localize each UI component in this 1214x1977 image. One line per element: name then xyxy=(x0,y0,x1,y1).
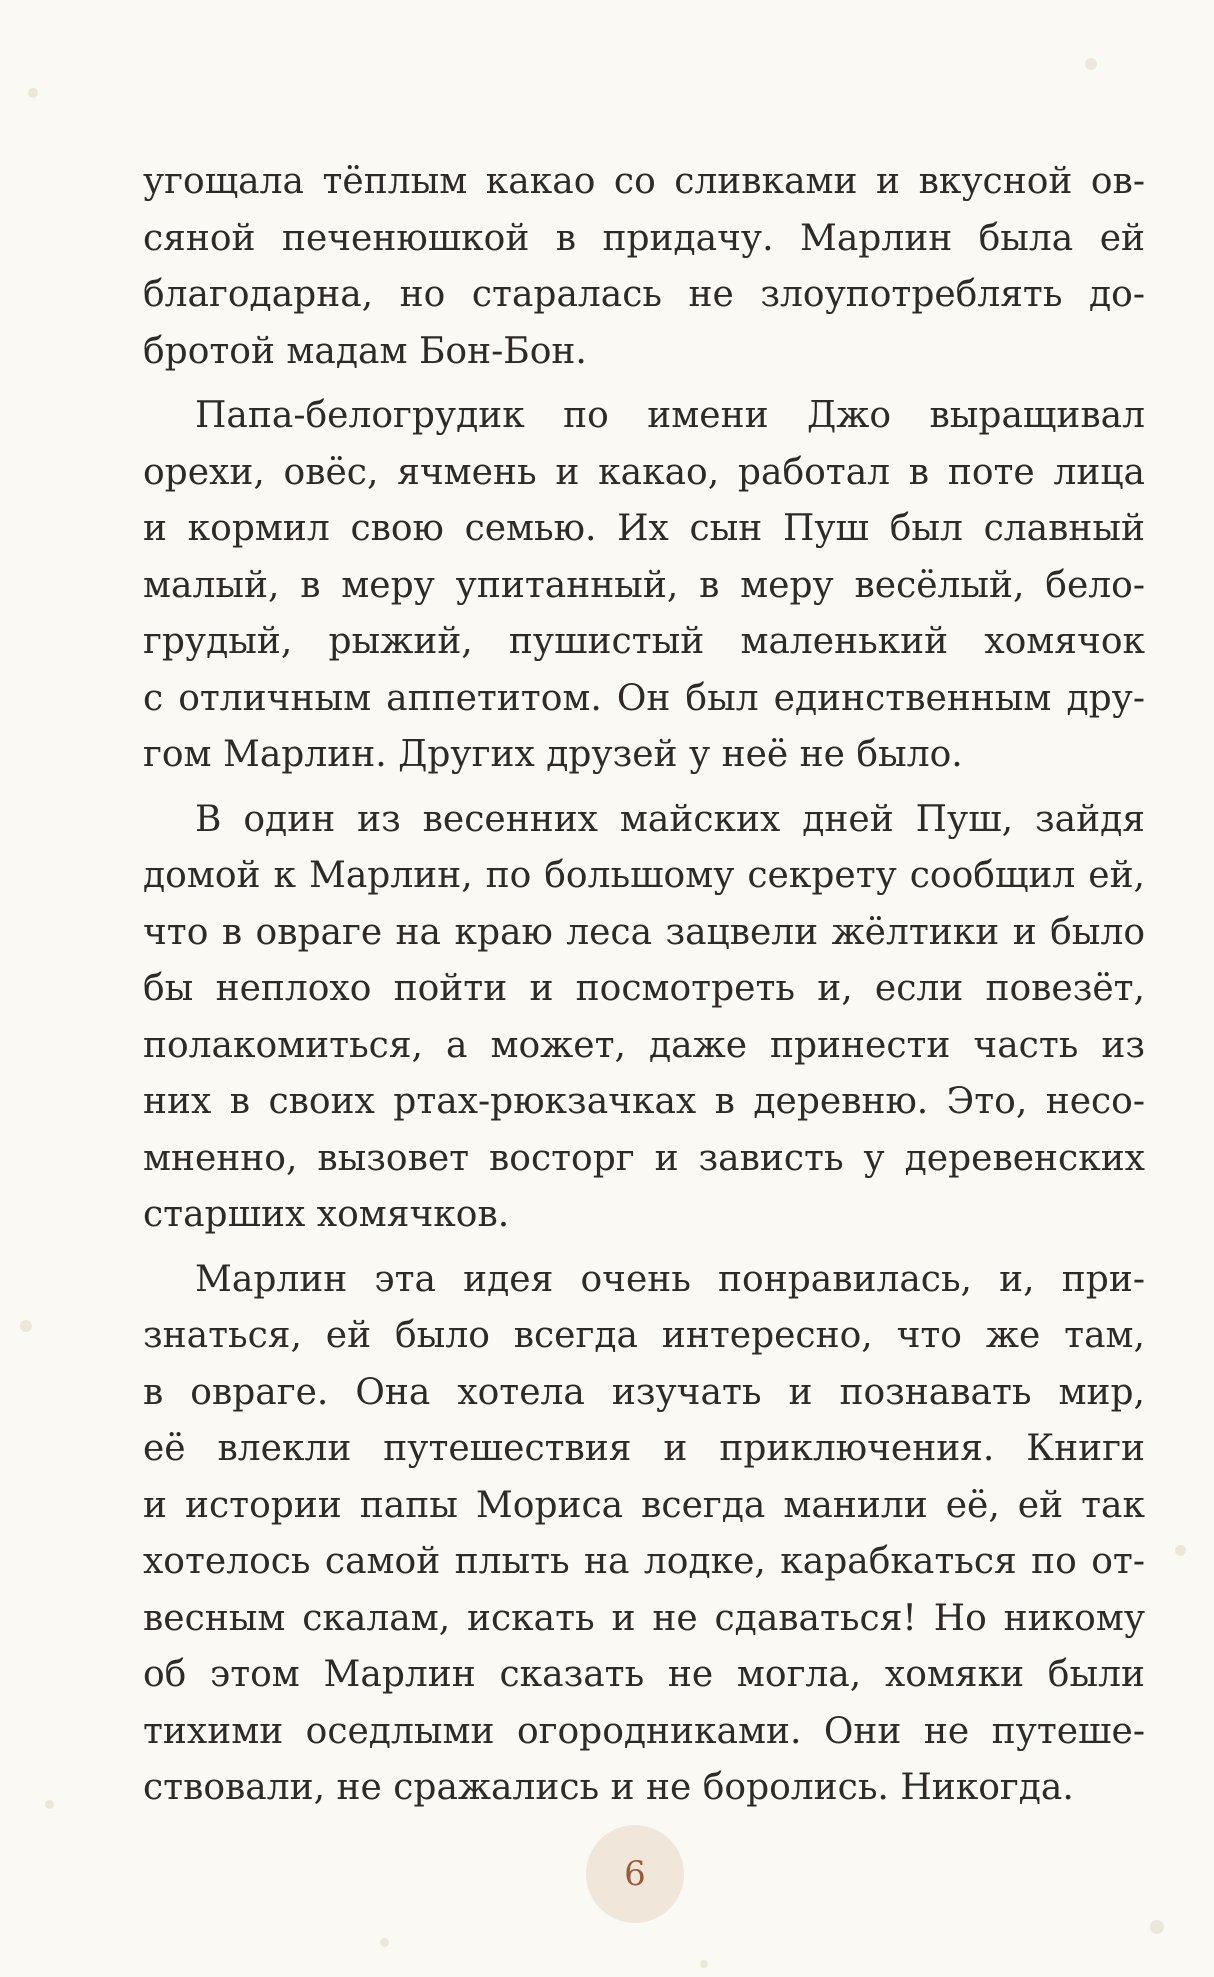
text-line: Папа-белогрудик по имени Джо выращивал xyxy=(195,395,1145,436)
text-line: полакомиться, а может, даже принести часть из xyxy=(143,1024,1145,1066)
text-line: благодарна, но старалась не злоупотреблять до- xyxy=(143,274,1145,315)
text-line: сяной печенюшкой в придачу. Марлин была ей xyxy=(143,217,1145,259)
text-line: её влекли путешествия и приключения. Книги xyxy=(143,1428,1145,1469)
text-line: угощала тёплым какао со сливками и вкусной ов- xyxy=(143,161,1145,202)
text-line: малый, в меру упитанный, в меру весёлый, бело- xyxy=(143,564,1145,606)
paper-speck xyxy=(20,1320,32,1332)
text-line: тихими оседлыми огородниками. Они не путеше- xyxy=(143,1710,1145,1752)
page-number: 6 xyxy=(624,1854,646,1894)
paper-speck xyxy=(380,1938,389,1947)
paper-speck xyxy=(700,1960,708,1968)
text-line: них в своих ртах-рюкзачках в деревню. Это, несо- xyxy=(143,1081,1145,1122)
text-line: об этом Марлин сказать не могла, хомяки были xyxy=(143,1654,1145,1695)
paragraph xyxy=(143,1252,1145,1817)
paragraph xyxy=(143,388,1145,784)
paragraph xyxy=(143,154,1145,380)
text-line: старших хомячков. xyxy=(143,1194,510,1235)
text-line: бротой мадам Бон-Бон. xyxy=(143,330,587,372)
paper-speck xyxy=(1175,1545,1186,1556)
text-line: ствовали, не сражались и не боролись. Никогда. xyxy=(143,1767,1074,1808)
text-line: В один из весенних майских дней Пуш, зайдя xyxy=(195,798,1145,840)
paper-speck xyxy=(28,88,38,98)
text-line: бы неплохо пойти и посмотреть и, если повезёт, xyxy=(143,968,1145,1009)
paragraph xyxy=(143,792,1145,1244)
text-line: весным скалам, искать и не сдаваться! Но никому xyxy=(143,1597,1145,1639)
text-line: орехи, овёс, ячмень и какао, работал в поте лица xyxy=(143,451,1145,493)
page-number-badge xyxy=(586,1825,684,1923)
text-line: мненно, вызовет восторг и зависть у деревенских xyxy=(143,1137,1145,1179)
text-line: в овраге. Она хотела изучать и познавать мир, xyxy=(143,1371,1145,1413)
text-line: и кормил свою семью. Их сын Пуш был славный xyxy=(143,508,1145,549)
text-line: знаться, ей было всегда интересно, что же там, xyxy=(143,1315,1145,1356)
text-line: и истории папы Мориса всегда манили её, ей так xyxy=(143,1484,1145,1526)
text-line: домой к Марлин, по большому секрету сообщил ей, xyxy=(143,855,1145,896)
text-line: гом Марлин. Других друзей у неё не было. xyxy=(143,734,963,775)
text-line: Марлин эта идея очень понравилась, и, при- xyxy=(195,1258,1145,1300)
text-line: хотелось самой плыть на лодке, карабкаться по от- xyxy=(143,1541,1145,1582)
paper-speck xyxy=(1150,1920,1164,1934)
paper-speck xyxy=(45,1800,54,1809)
text-line: грудый, рыжий, пушистый маленький хомячок xyxy=(143,621,1145,662)
text-line: с отличным аппетитом. Он был единственным дру- xyxy=(143,677,1145,719)
text-line: что в овраге на краю леса зацвели жёлтики и было xyxy=(143,911,1145,953)
paper-speck xyxy=(1085,58,1097,70)
page-body-text xyxy=(143,154,1145,1817)
